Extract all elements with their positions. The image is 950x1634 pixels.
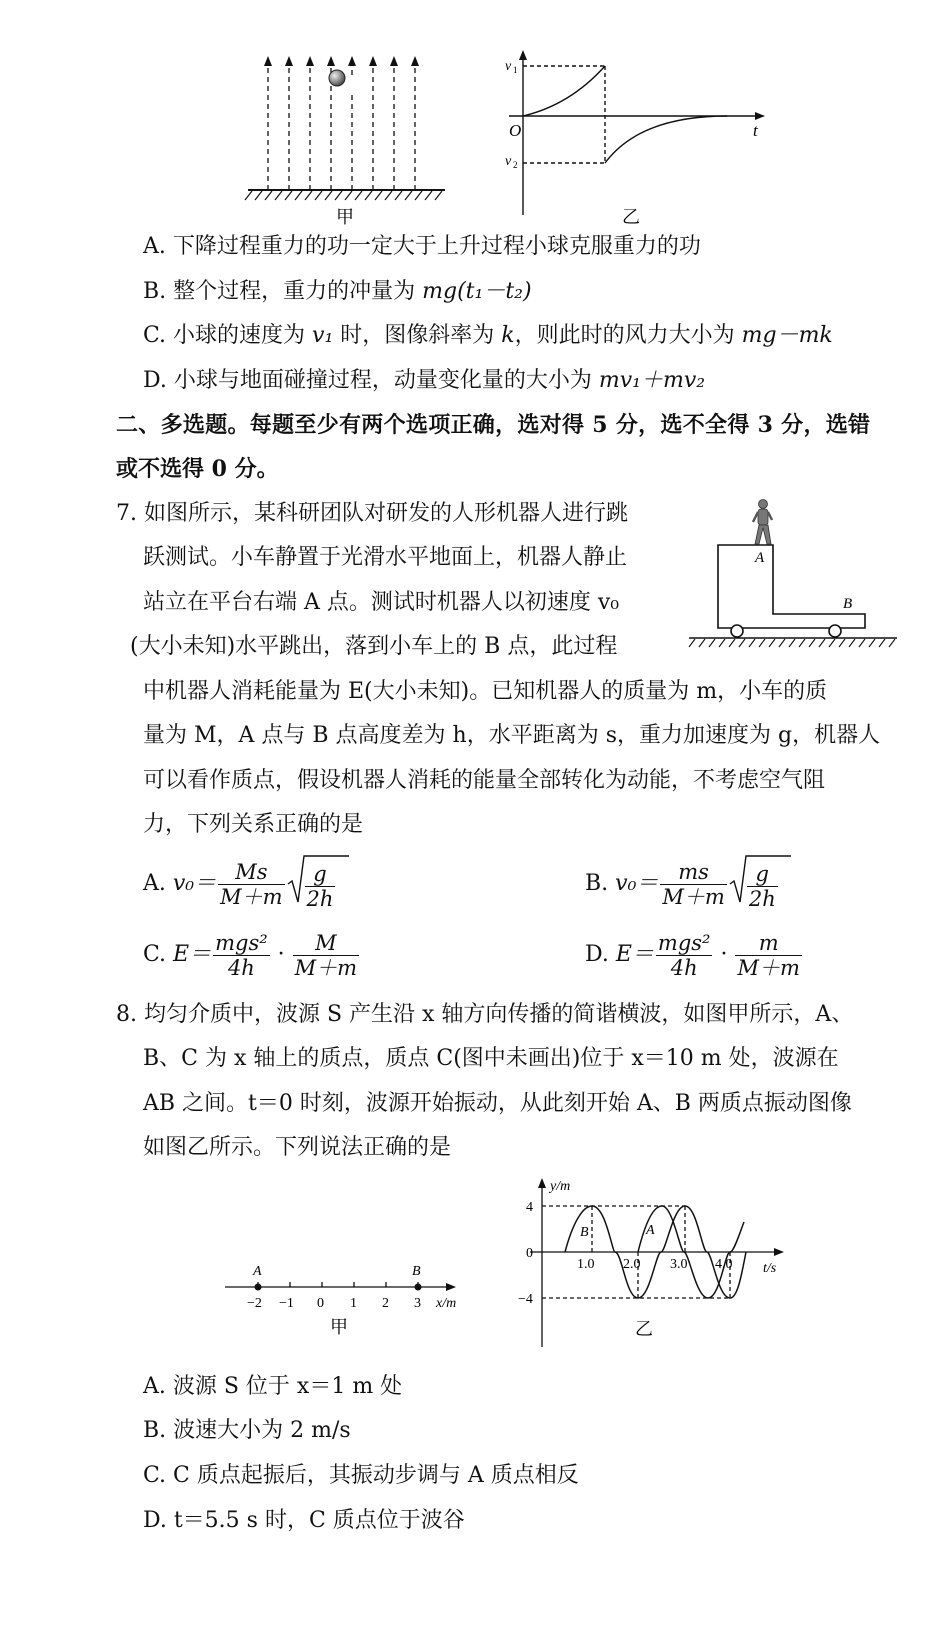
t-axis-label: t (753, 121, 758, 140)
fig-top-jia (240, 50, 450, 230)
fig-jia-caption: 甲 (330, 1317, 348, 1337)
y-tick: 0 (526, 1246, 533, 1261)
point-b: B (412, 1264, 421, 1279)
q7-line-6: 量为 M，A 点与 B 点高度差为 h，水平距离为 s，重力加速度为 g，机器人 (143, 723, 881, 748)
q7-line-7: 可以看作质点，假设机器人消耗的能量全部转化为动能，不考虑空气阻 (143, 768, 826, 793)
section2-heading-line1: 二、多选题。每题至少有两个选项正确，选对得 5 分，选不全得 3 分，选错 (116, 412, 871, 438)
q7-option-d: D. E＝ $\frac{\text{mgs²}}{4h}$ · $\frac{m}{M+m}$ (585, 930, 800, 980)
fig-top-yi (495, 50, 775, 230)
q7-option-b: B. v₀＝ $\frac{ms}{M+m}$ $\frac{g}{2h}$ (585, 854, 780, 914)
q7-line-2: 跃测试。小车静置于光滑水平地面上，机器人静止 (143, 545, 628, 570)
x-tick: −1 (279, 1296, 294, 1311)
origin-label: O (509, 121, 522, 140)
x-tick: 4.0 (715, 1257, 733, 1272)
q8-line-3: AB 之间。t＝0 时刻，波源开始振动，从此刻开始 A、B 两质点振动图像 (143, 1091, 852, 1116)
q8-line-1: 8. 均匀介质中，波源 S 产生沿 x 轴方向传播的简谐横波，如图甲所示，A、 (116, 1002, 854, 1027)
x-tick: 1 (350, 1296, 357, 1311)
q8-option-d: D. t＝5.5 s 时，C 质点位于波谷 (143, 1508, 465, 1533)
q6-option-c: C. 小球的速度为 v₁ 时，图像斜率为 k，则此时的风力大小为 mg－mk (143, 323, 833, 348)
point-b-label: B (843, 596, 853, 612)
x-tick: 3.0 (670, 1257, 688, 1272)
x-axis-label: x/m (436, 1296, 457, 1311)
x-tick: 2 (382, 1296, 389, 1311)
robot-icon (753, 500, 772, 545)
q7-cart-figure (685, 490, 900, 650)
q6-option-b: B. 整个过程，重力的冲量为 mg(t₁－t₂) (143, 279, 532, 304)
q6-option-a: A. 下降过程重力的功一定大于上升过程小球克服重力的功 (143, 234, 701, 259)
fig-yi-caption: 乙 (622, 207, 640, 227)
q7-line-8: 力，下列关系正确的是 (143, 812, 364, 837)
q7-line-5: 中机器人消耗能量为 E(大小未知)。已知机器人的质量为 m，小车的质 (143, 679, 828, 704)
v2-label: v (505, 154, 512, 169)
v1-sub: 1 (513, 65, 518, 75)
ball (329, 70, 345, 86)
curve-a-label: A (646, 1223, 655, 1238)
x-tick: 2.0 (623, 1257, 641, 1272)
y-tick: −4 (518, 1292, 533, 1307)
v2-sub: 2 (513, 160, 518, 170)
q8-option-a: A. 波源 S 位于 x＝1 m 处 (143, 1374, 403, 1399)
q7-line-1: 7. 如图所示，某科研团队对研发的人形机器人进行跳 (116, 501, 628, 526)
x-tick: −2 (247, 1296, 262, 1311)
x-tick: 3 (414, 1296, 421, 1311)
q7-line-4: (大小未知)水平跳出，落到小车上的 B 点，此过程 (130, 634, 618, 659)
curve-b-label: B (580, 1225, 589, 1240)
fig-jia-caption: 甲 (336, 207, 354, 227)
y-axis-label: y/m (550, 1179, 571, 1194)
q8-option-b: B. 波速大小为 2 m/s (143, 1418, 351, 1443)
v1-label: v (505, 59, 512, 74)
q8-fig-jia (220, 1255, 480, 1345)
x-axis-label: t/s (763, 1261, 777, 1276)
point-a: A (253, 1264, 262, 1279)
q8-line-4: 如图乙所示。下列说法正确的是 (143, 1135, 452, 1160)
section2-heading-line2: 或不选得 0 分。 (116, 456, 279, 482)
x-tick: 0 (317, 1296, 324, 1311)
q8-fig-yi (510, 1172, 800, 1347)
fig-yi-caption: 乙 (635, 1319, 653, 1339)
q7-option-a: A. v₀＝ $\frac{Ms}{M+m}$ $\frac{g}{2h}$ (143, 854, 337, 914)
q8-line-2: B、C 为 x 轴上的质点，质点 C(图中未画出)位于 x＝10 m 处，波源在 (143, 1046, 839, 1071)
point-a-label: A (755, 550, 765, 566)
q7-option-c: C. E＝ $\frac{\text{mgs²}}{4h}$ · $\frac{M}{M+m}$ (143, 930, 358, 980)
q7-line-3: 站立在平台右端 A 点。测试时机器人以初速度 v₀ (143, 590, 620, 615)
q8-option-c: C. C 质点起振后，其振动步调与 A 质点相反 (143, 1463, 579, 1488)
q6-option-d: D. 小球与地面碰撞过程，动量变化量的大小为 mv₁＋mv₂ (143, 368, 706, 393)
y-tick: 4 (526, 1200, 533, 1215)
x-tick: 1.0 (577, 1257, 595, 1272)
